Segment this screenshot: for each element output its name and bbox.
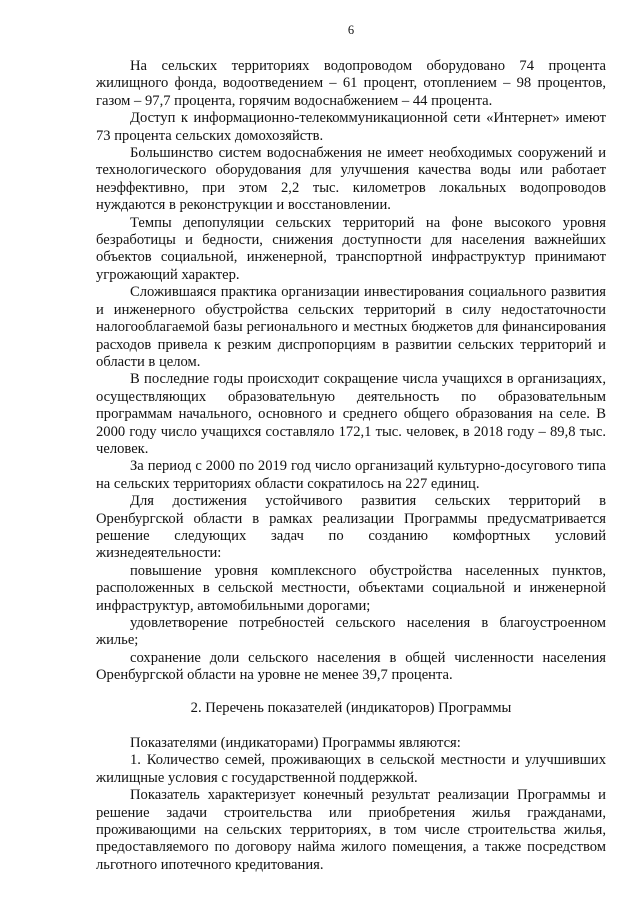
paragraph-investment-practice: Сложившаяся практика организации инвестирования социального развития и инженерного обустройства сельских территорий в силу недостаточности налогооблагаемой базы регионального и местных бюджетов для финансирования расходов привела к резким диспропорциям в развитии сельских территорий и области в целом. (96, 284, 606, 370)
section-heading: 2. Перечень показателей (индикаторов) Программы (190, 699, 512, 716)
paragraph-cultural-organizations: За период с 2000 по 2019 год число организаций культурно-досугового типа на сельских территориях области сократилось на 227 единиц. (96, 458, 606, 492)
paragraph-indicators-intro: Показателями (индикаторами) Программы являются: (130, 735, 461, 752)
page-number: 6 (347, 23, 355, 37)
paragraph-indicator-description: Показатель характеризует конечный результат реализации Программы и решение задачи строительства или приобретения жилья гражданами, проживающими на сельских территориях, в том числе строительства жилья, предоставляемого по договору найма жилого помещения, а также посредством льготного ипотечного кредитования. (96, 787, 606, 873)
paragraph-task-housing: удовлетворение потребностей сельского населения в благоустроенном жилье; (96, 615, 606, 649)
paragraph-program-tasks-intro: Для достижения устойчивого развития сельских территорий в Оренбургской области в рамках реализации Программы предусматривается решение следующих задач по созданию комфортных условий жизнедеятельности: (96, 493, 606, 562)
paragraph-water-supply-stats: На сельских территориях водопроводом оборудовано 74 процента жилищного фонда, водоотведением – 61 процент, отоплением – 98 процентов, газом – 97,7 процента, горячим водоснабжением – 44 процента. (96, 58, 606, 109)
paragraph-indicator-1: 1. Количество семей, проживающих в сельской местности и улучшивших жилищные условия с государственной поддержкой. (96, 752, 606, 786)
paragraph-student-decline: В последние годы происходит сокращение числа учащихся в организациях, осуществляющих образовательную деятельность по образовательным программам начального, основного и среднего общего образования на селе. В 2000 году число учащихся составляло 172,1 тыс. человек, в 2018 году – 89,8 тыс. человек. (96, 371, 606, 457)
paragraph-task-population-share: сохранение доли сельского населения в общей численности населения Оренбургской области на уровне не менее 39,7 процента. (96, 649, 606, 684)
paragraph-depopulation: Темпы депопуляции сельских территорий на фоне высокого уровня безработицы и бедности, снижения доступности для населения важнейших объектов социальной, инженерной, транспортной инфраструктур принимают угрожающий характер. (96, 214, 606, 283)
paragraph-internet-access: Доступ к информационно-телекоммуникационной сети «Интернет» имеют 73 процента сельских домохозяйств. (96, 110, 606, 144)
paragraph-water-systems: Большинство систем водоснабжения не имеет необходимых сооружений и технологического оборудования для улучшения качества воды или работает неэффективно, при этом 2,2 тыс. километров локальных водопроводов нуждаются в реконструкции и восстановлении. (96, 145, 606, 214)
paragraph-task-improvement: повышение уровня комплексного обустройства населенных пунктов, расположенных в сельской местности, объектами социальной и инженерной инфраструктур, автомобильными дорогами; (96, 562, 606, 614)
